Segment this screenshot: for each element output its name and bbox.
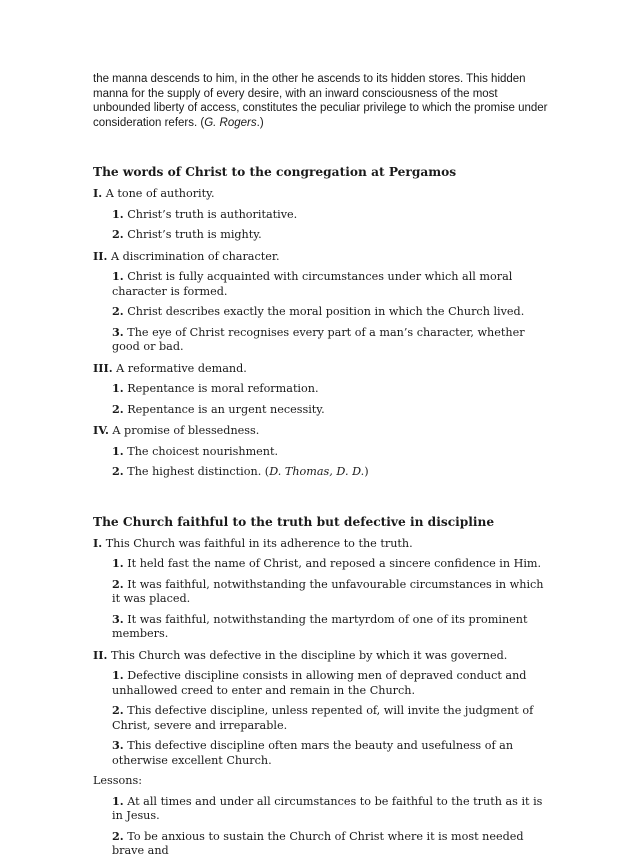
section1-point-2-sub-2 <box>112 304 553 320</box>
sub-text: At all times and under all circumstances to be faithful to the truth as it is in Jesus. <box>112 794 543 822</box>
sub-text: To be anxious to sustain the Church of Christ where it is most needed brave and <box>112 829 524 857</box>
sub-number: 3. <box>112 738 124 752</box>
section2-point-2-sub-3 <box>112 738 553 768</box>
point-text: A promise of blessedness. <box>112 424 260 437</box>
lesson-1 <box>112 794 553 824</box>
section1-point-4 <box>93 423 553 439</box>
section2-title: The Church faithful to the truth but defective in discipline <box>93 514 495 529</box>
numeral: III. <box>93 360 113 375</box>
sub-text: This defective discipline often mars the beauty and usefulness of an otherwise excellent Church. <box>112 739 514 767</box>
sub-number: 1. <box>112 269 124 283</box>
sub-number: 2. <box>112 227 124 241</box>
point-text: This Church was faithful in its adherence to the truth. <box>105 536 413 550</box>
section1-point-3-sub-2 <box>112 402 553 418</box>
numeral: II. <box>93 248 108 263</box>
sub-text: The highest distinction. ( <box>127 465 270 478</box>
sub-number: 2. <box>112 464 124 478</box>
section1-point-1-sub-2 <box>112 227 553 243</box>
sub-text: Christ’s truth is mighty. <box>127 228 262 241</box>
section2-point-1-sub-1 <box>112 556 553 572</box>
section1-point-2-sub-1 <box>112 269 553 299</box>
section2-point-2-sub-2 <box>112 703 553 733</box>
lessons-label: Lessons: <box>93 774 142 787</box>
sub-number: 2. <box>112 828 124 843</box>
sub-text: The choicest nourishment. <box>127 444 279 458</box>
sub-number: 1. <box>112 556 124 570</box>
sub-number: 1. <box>112 443 124 458</box>
section2-point-1 <box>93 536 553 552</box>
sub-text: It held fast the name of Christ, and reposed a sincere confidence in Him. <box>127 557 542 570</box>
intro-author: G. Rogers <box>204 116 257 129</box>
section1-close: ) <box>364 465 369 478</box>
sub-text: Christ describes exactly the moral position in which the Church lived. <box>127 305 525 318</box>
section1-title: The words of Christ to the congregation at Pergamos <box>93 165 457 179</box>
section2-point-1-sub-2 <box>112 577 553 607</box>
sub-text: The eye of Christ recognises every part of a man’s character, whether good or bad. <box>112 325 525 353</box>
sub-number: 3. <box>112 324 124 339</box>
sub-number: 1. <box>112 206 124 221</box>
section1-point-2 <box>93 249 553 265</box>
section1-point-4-sub-2 <box>112 464 553 480</box>
sub-text: It was faithful, notwithstanding the martyrdom of one of its prominent members. <box>112 612 528 640</box>
sub-number: 2. <box>112 401 124 416</box>
lesson-2 <box>112 829 553 859</box>
sub-number: 1. <box>112 668 124 682</box>
sub-text: Repentance is an urgent necessity. <box>127 402 325 416</box>
sub-number: 3. <box>112 611 124 626</box>
point-text: A discrimination of character. <box>110 249 280 263</box>
section2-point-2 <box>93 648 553 664</box>
numeral: II. <box>93 647 108 662</box>
document-page <box>93 72 553 859</box>
sub-number: 1. <box>112 381 124 395</box>
section1-point-4-sub-1 <box>112 444 553 460</box>
sub-number: 2. <box>112 703 124 717</box>
sub-number: 2. <box>112 304 124 318</box>
section1-point-1-sub-1 <box>112 207 553 223</box>
section2-point-2-sub-1 <box>112 668 553 698</box>
sub-text: Christ is fully acquainted with circumstances under which all moral character is formed. <box>112 270 513 298</box>
numeral: I. <box>93 186 103 200</box>
point-text: This Church was defective in the discipline by which it was governed. <box>110 648 508 662</box>
intro-paragraph <box>93 72 553 130</box>
sub-text: Christ’s truth is authoritative. <box>127 207 298 221</box>
sub-number: 2. <box>112 576 124 591</box>
point-text: A reformative demand. <box>116 361 247 375</box>
sub-text: Defective discipline consists in allowing men of depraved conduct and unhallowed creed to enter and remain in the Church. <box>112 669 527 697</box>
sub-text: This defective discipline, unless repented of, will invite the judgment of Christ, severe and irreparable. <box>112 704 534 732</box>
section1-point-1 <box>93 186 553 202</box>
section1-point-3-sub-1 <box>112 381 553 397</box>
sub-number: 1. <box>112 793 124 808</box>
sub-text: Repentance is moral reformation. <box>127 382 319 395</box>
section2-point-1-sub-3 <box>112 612 553 642</box>
point-text: A tone of authority. <box>105 187 215 200</box>
intro-close: .) <box>256 116 264 129</box>
section1-point-2-sub-3 <box>112 325 553 355</box>
numeral: IV. <box>93 423 109 437</box>
intro-text: the manna descends to him, in the other he ascends to its hidden stores. This hidden manna for the supply of every desire, with an inward consciousness of the most unbounded liberty of access, constitutes the peculiar privilege to which the promise under consideration refers. ( <box>93 73 548 129</box>
section1-author: D. Thomas, D. D. <box>269 465 365 478</box>
section1-point-3 <box>93 361 553 377</box>
sub-text: It was faithful, notwithstanding the unfavourable circumstances in which it was placed. <box>112 577 544 605</box>
numeral: I. <box>93 535 103 550</box>
